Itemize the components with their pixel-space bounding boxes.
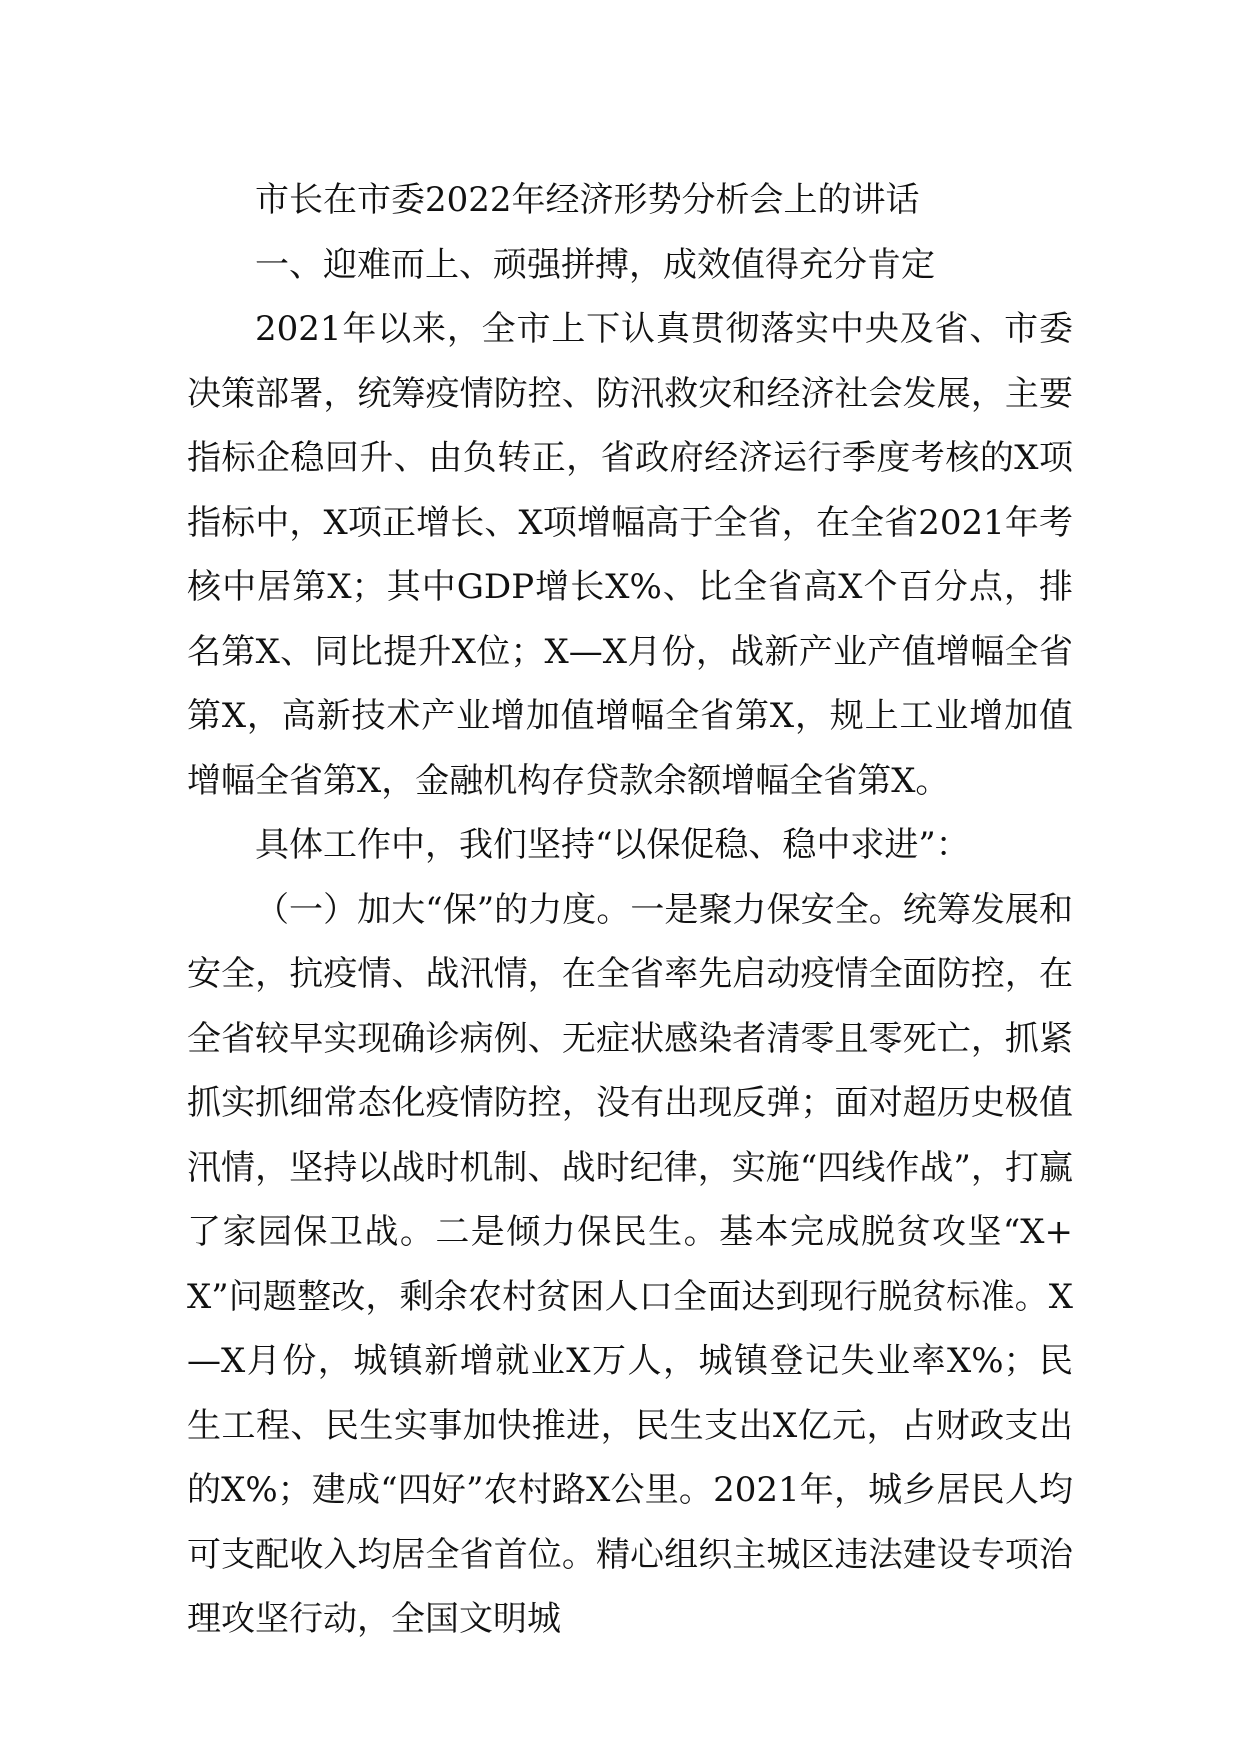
paragraph-approach: 具体工作中，我们坚持“以保促稳、稳中求进”：	[255, 825, 970, 865]
paragraph-section-one: （一）加大“保”的力度。一是聚力保安全。统筹发展和安全，抗疫情、战汛情，在全省率先启动疫情全面防控，在全省较早实现确诊病例、无症状感染者清零且零死亡，抓紧抓实抓细常态化疫情防控，没有出现反弹；面对超历史极值汛情，坚持以战时机制、战时纪律，实施“四线作战”，打赢了家园保卫战。二是倾力保民生。基本完成脱贫攻坚“X+X”问题整改，剩余农村贫困人口全面达到现行脱贫标准。X—X月份，城镇新增就业X万人，城镇登记失业率X%；民生工程、民生实事加快推进，民生支出X亿元，占财政支出的X%；建成“四好”农村路X公里。2021年，城乡居民人均可支配收入均居全省首位。精心组织主城区违法建设专项治理攻坚行动，全国文明城	[187, 889, 1073, 1639]
paragraph-overview: 2021年以来，全市上下认真贯彻落实中央及省、市委决策部署，统筹疫情防控、防汛救灾和经济社会发展，主要指标企稳回升、由负转正，省政府经济运行季度考核的X项指标中，X项正增长、X项增幅高于全省，在全省2021年考核中居第X；其中GDP增长X%、比全省高X个百分点，排名第X、同比提升X位；X—X月份，战新产业产值增幅全省第X，高新技术产业增加值增幅全省第X，规上工业增加值增幅全省第X，金融机构存贷款余额增幅全省第X。	[187, 309, 1073, 801]
section-heading: 一、迎难而上、顽强拼搏，成效值得充分肯定	[255, 244, 935, 285]
document-title: 市长在市委2022年经济形势分析会上的讲话	[255, 180, 920, 220]
document-body	[187, 168, 1073, 1652]
